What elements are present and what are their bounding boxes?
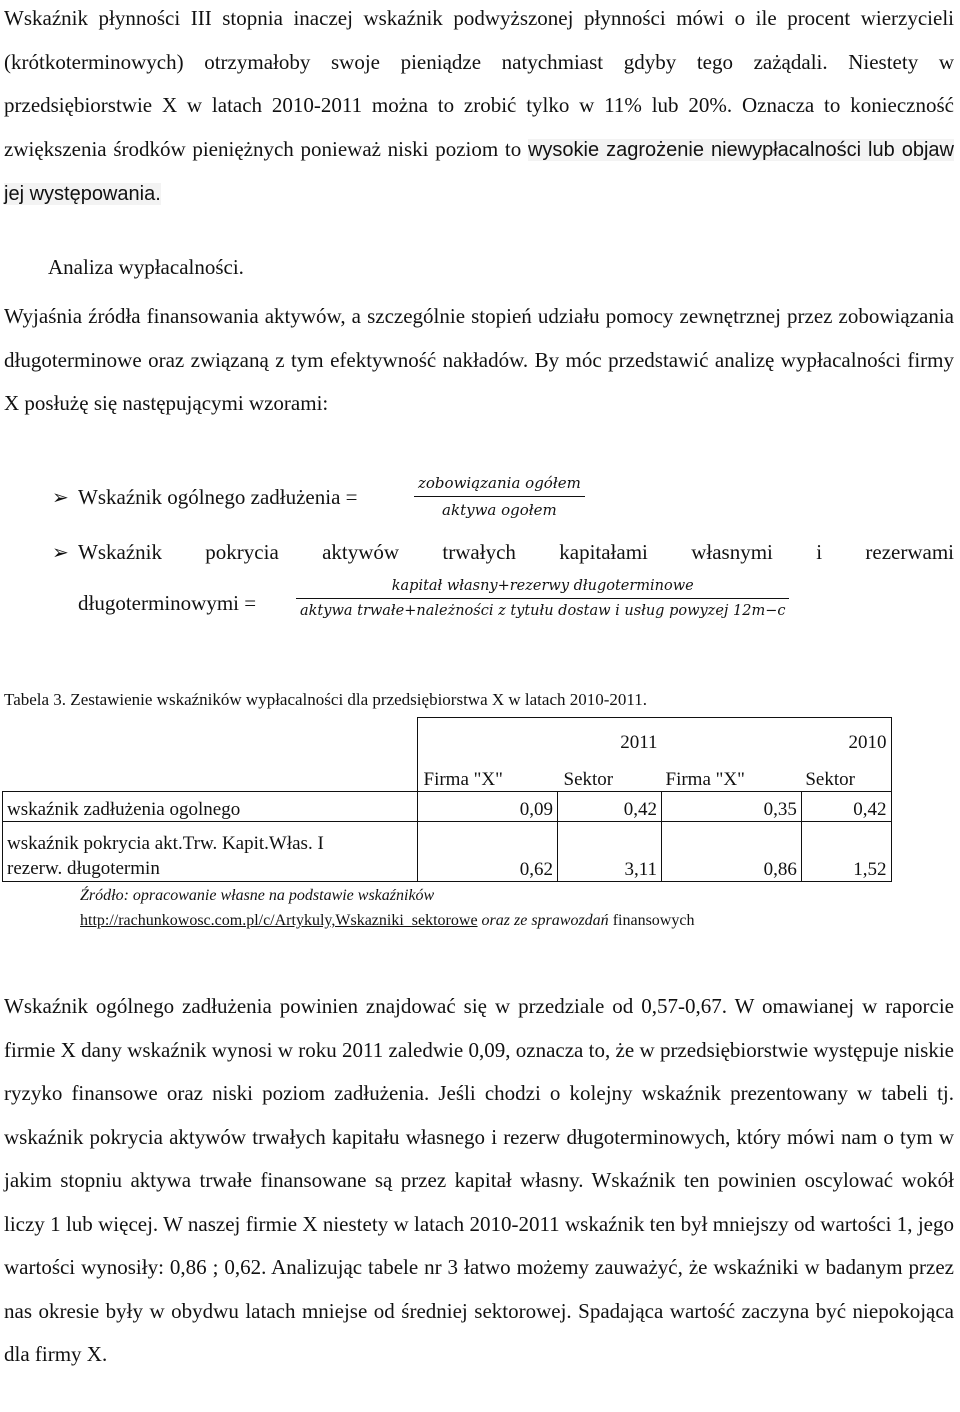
formula1-numerator: zobowiązania ogółem xyxy=(418,474,581,492)
column-header: Firma "X" xyxy=(417,754,558,792)
row-label: wskaźnik zadłużenia ogolnego xyxy=(3,792,418,822)
formula2-fraction xyxy=(296,578,789,619)
formula2-numerator: kapitał własny+rezerwy długoterminowe xyxy=(391,578,694,594)
formula1-fraction xyxy=(414,474,585,519)
row-label-line1: wskaźnik pokrycia akt.Trw. Kapit.Włas. I xyxy=(7,833,324,854)
table-caption: Tabela 3. Zestawienie wskaźników wypłacalności dla przedsiębiorstwa X w latach 2010-2011. xyxy=(4,690,648,709)
table-cell: 3,11 xyxy=(558,822,662,882)
column-header: Sektor xyxy=(801,754,891,792)
table-cell: 0,35 xyxy=(662,792,802,822)
paragraph-analysis: Wskaźnik ogólnego zadłużenia powinien znajdować się w przedziale od 0,57-0,67. W omawianej w raporcie firmie X dany wskaźnik wynosi w roku 2011 zaledwie 0,09, oznacza to, że w przedsiębiorstwie występuje niskie ryzyko finansowe oraz niski poziom zadłużenia. Jeśli chodzi o kolejny wskaźnik prezentowany w tabeli tj. wskaźnik pokrycia aktywów trwałych kapitału własnego i rezerw długoterminowych, który mówi nam o tym w jakim stopniu aktywa trwałe finansowane są przez kapitał własny. Wskaźnik ten powinien oscylować wokół liczy 1 lub więcej. W naszej firmie X niestety w latach 2010-2011 wskaźnik ten był mniejszy od wartości 1, jego wartości wynosiły: 0,86 ; 0,62. Analizując tabele nr 3 łatwo możemy zauważyć, że wskaźniki w badanym przez nas okresie były w obydwu latach mniejse od średniej sektorowej. Spadająca wartość zaczyna być niepokojąca dla firmy X. xyxy=(4,994,954,1366)
formula1-denominator: aktywa ogołem xyxy=(442,501,557,520)
table-row xyxy=(3,822,892,882)
table-cell: 0,42 xyxy=(558,792,662,822)
table-cell: 0,62 xyxy=(417,822,558,882)
source-note: Źródło: opracowanie własne na podstawie wskaźników xyxy=(80,887,435,904)
table-cell: 1,52 xyxy=(801,822,891,882)
source-italic: oraz ze sprawozdań xyxy=(481,912,609,929)
source-line xyxy=(80,910,694,932)
year-2011: 2011 xyxy=(417,718,662,754)
table-cell: 0,86 xyxy=(662,822,802,882)
year-2010: 2010 xyxy=(662,718,892,754)
paragraph-liquidity xyxy=(4,0,954,217)
column-header: Firma "X" xyxy=(662,754,802,792)
column-header: Sektor xyxy=(558,754,662,792)
table-cell: 0,09 xyxy=(417,792,558,822)
table-cell: 0,42 xyxy=(801,792,891,822)
formula1-label: Wskaźnik ogólnego zadłużenia = xyxy=(78,485,358,509)
paragraph-liquidity-text: Wskaźnik płynności III stopnia inaczej wskaźnik podwyższonej płynności mówi o ile procent wierzycieli (krótkoterminowych) otrzymałoby swoje pieniądze natychmiast gdyby tego zażądali. Niestety w przedsiębiorstwie X w latach 2010-2011 można to zrobić tylko w 11% lub 20%. Oznacza to konieczność zwiększenia środków pieniężnych ponieważ niski poziom to xyxy=(4,6,954,161)
formula2-label-line2: długoterminowymi = xyxy=(78,591,257,615)
source-tail: finansowych xyxy=(612,912,695,929)
section-heading: Analiza wypłacalności. xyxy=(48,255,244,279)
formula2-denominator: aktywa trwałe+należności z tytułu dostaw i usług powyzej 12m−c xyxy=(300,603,786,620)
highlighted-text: wysokie zagrożenie niewypłacalności lub objaw jej występowania. xyxy=(4,138,954,205)
source-link[interactable]: http://rachunkowosc.com.pl/c/Artykuly,Wskazniki_sektorowe xyxy=(80,912,478,929)
row-label xyxy=(3,822,418,882)
solvency-table xyxy=(2,717,892,882)
row-label-line2: rezerw. długotermin xyxy=(7,858,160,879)
formula2-label-line1: Wskaźnik pokrycia aktywów trwałych kapitałami własnymi i rezerwami xyxy=(78,540,954,564)
bullet-arrow-icon: ➢ xyxy=(52,540,69,564)
table-row xyxy=(3,792,892,822)
bullet-arrow-icon: ➢ xyxy=(52,485,69,509)
paragraph-solvency-intro: Wyjaśnia źródła finansowania aktywów, a szczególnie stopień udziału pomocy zewnętrznej przez zobowiązania długoterminowe oraz związaną z tym efektywność nakładów. By móc przedstawić analizę wypłacalności firmy X posłużę się następującymi wzorami: xyxy=(4,304,954,415)
table-header-row xyxy=(3,754,892,792)
table-year-row xyxy=(3,718,892,754)
